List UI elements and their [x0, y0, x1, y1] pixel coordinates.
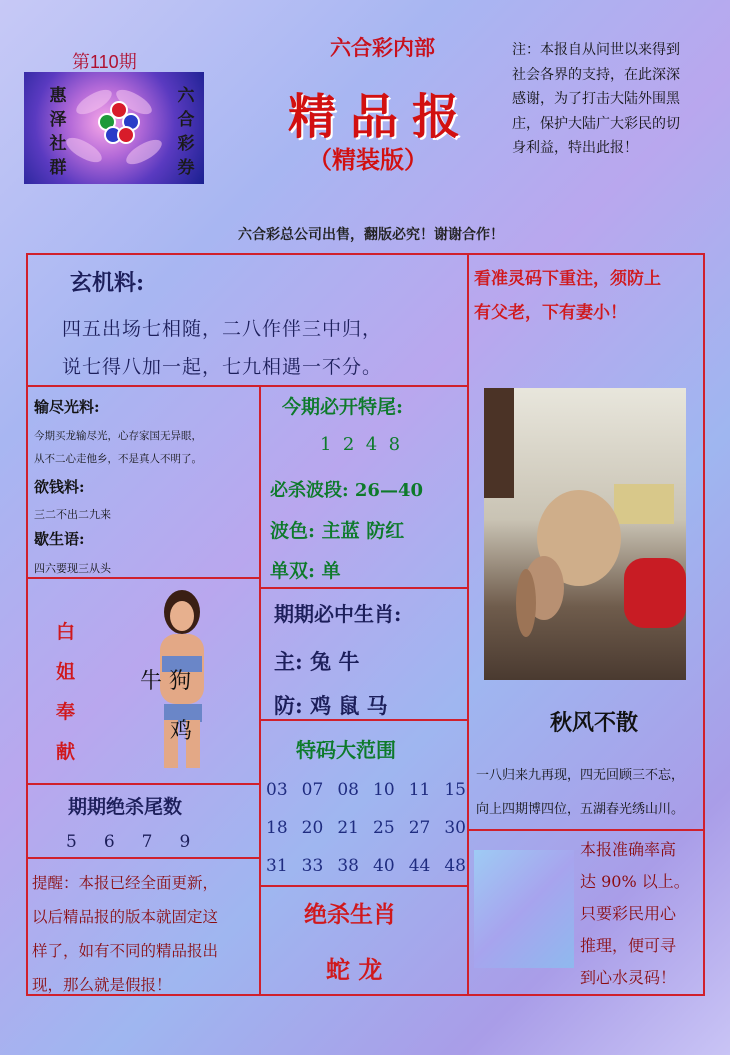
money-text: 三二不出二九来: [34, 508, 111, 521]
autumn-line-2: 向上四期博四位，五湖春光绣山川。: [476, 802, 685, 817]
money-title: 欲钱料:: [34, 478, 85, 496]
lose-all-line-2: 从不二心走他乡，不是真人不明了。: [34, 453, 202, 465]
range-title: 特码大范围: [296, 738, 396, 762]
odd-even: 单双: 单: [270, 560, 341, 582]
girl-zodiac-1: 牛 狗: [140, 669, 191, 694]
copyright-line: 六合彩总公司出售，翻版必究！谢谢合作！: [238, 227, 504, 243]
divider-after-xuanji: [28, 385, 469, 387]
divider-after-tail: [261, 587, 469, 589]
divider-after-tail-kill: [28, 857, 261, 859]
zodiac-must-title: 期期必中生肖:: [274, 602, 402, 626]
xuanji-line-1: 四五出场七相随，二八作伴三中归，: [62, 318, 383, 340]
range-row-2: 18 20 21 25 27 30: [266, 818, 466, 838]
zodiac-guard: 防: 鸡 鼠 马: [274, 693, 388, 718]
tail-numbers: 1 2 4 8: [320, 434, 401, 455]
rabbit-photo: [484, 388, 686, 680]
zodiac-main: 主: 兔 牛: [274, 649, 360, 674]
rabbit-illustration: [484, 388, 686, 680]
divider-right-column: [467, 255, 469, 994]
sub-title: （精装版）: [308, 145, 428, 174]
blank-image-area: [474, 850, 574, 968]
xuanji-title: 玄机料:: [70, 270, 145, 296]
xiesheng-title: 歇生语:: [34, 530, 85, 548]
tail-kill-numbers: 5 6 7 9: [66, 832, 191, 852]
kill-wave: 必杀波段: 26—40: [270, 480, 424, 501]
tail-kill-title: 期期绝杀尾数: [68, 796, 183, 818]
range-row-3: 31 33 38 40 44 48: [266, 856, 466, 876]
warning-line-2: 有父老，下有妻小！: [474, 303, 627, 323]
lottery-logo-icon: [96, 100, 142, 146]
divider-after-autumn: [469, 829, 705, 831]
divider-after-girl: [28, 783, 261, 785]
xuanji-line-2: 说七得八加一起，七九相遇一不分。: [62, 356, 383, 378]
autumn-line-1: 一八归来九再现，四无回顾三不忘，: [476, 768, 685, 783]
divider-after-left-mid: [28, 577, 261, 579]
xiesheng-text: 四六要现三从头: [34, 562, 111, 575]
top-title: 六合彩内部: [330, 35, 435, 60]
brand-left: 惠 泽 社 群: [49, 86, 67, 178]
girl-zodiac-2: 鸡: [170, 719, 193, 744]
main-title: 精品报: [288, 89, 475, 145]
lose-all-line-1: 今期买龙输尽光，心存家国无异眼，: [34, 430, 202, 442]
girl-side-label: 白 姐 奉 献: [56, 621, 76, 763]
warning-line-1: 看准灵码下重注，须防上: [474, 269, 661, 289]
autumn-title: 秋风不散: [550, 710, 639, 736]
issue-label: 第110期: [72, 52, 137, 72]
tail-title: 今期必开特尾:: [282, 396, 404, 418]
divider-middle-column: [259, 387, 261, 994]
kill-zodiac-title: 绝杀生肖: [304, 901, 396, 928]
range-row-1: 03 07 08 10 11 15: [266, 780, 466, 800]
kill-zodiac-value: 蛇 龙: [326, 955, 383, 984]
range-grid: [266, 780, 466, 894]
accuracy-text: 本报准确率高 达 90% 以上。 只要彩民用心 推理，便可寻 到心水灵码！: [580, 840, 690, 987]
lose-all-title: 输尽光料:: [34, 398, 100, 416]
wave-color: 波色: 主蓝 防红: [270, 520, 405, 542]
header-notice: 注：本报自从问世以来得到 社会各界的支持，在此深深 感谢，为了打击大陆外围黑 庄，保护大陆广大彩民的切 身利益，特出此报！: [512, 42, 680, 156]
brand-right: 六 合 彩 券: [177, 86, 195, 178]
reminder-text: 提醒：本报已经全面更新， 以后精品报的版本就固定这 样了，如有不同的精品报出 现，那么就是假报！: [32, 874, 219, 994]
